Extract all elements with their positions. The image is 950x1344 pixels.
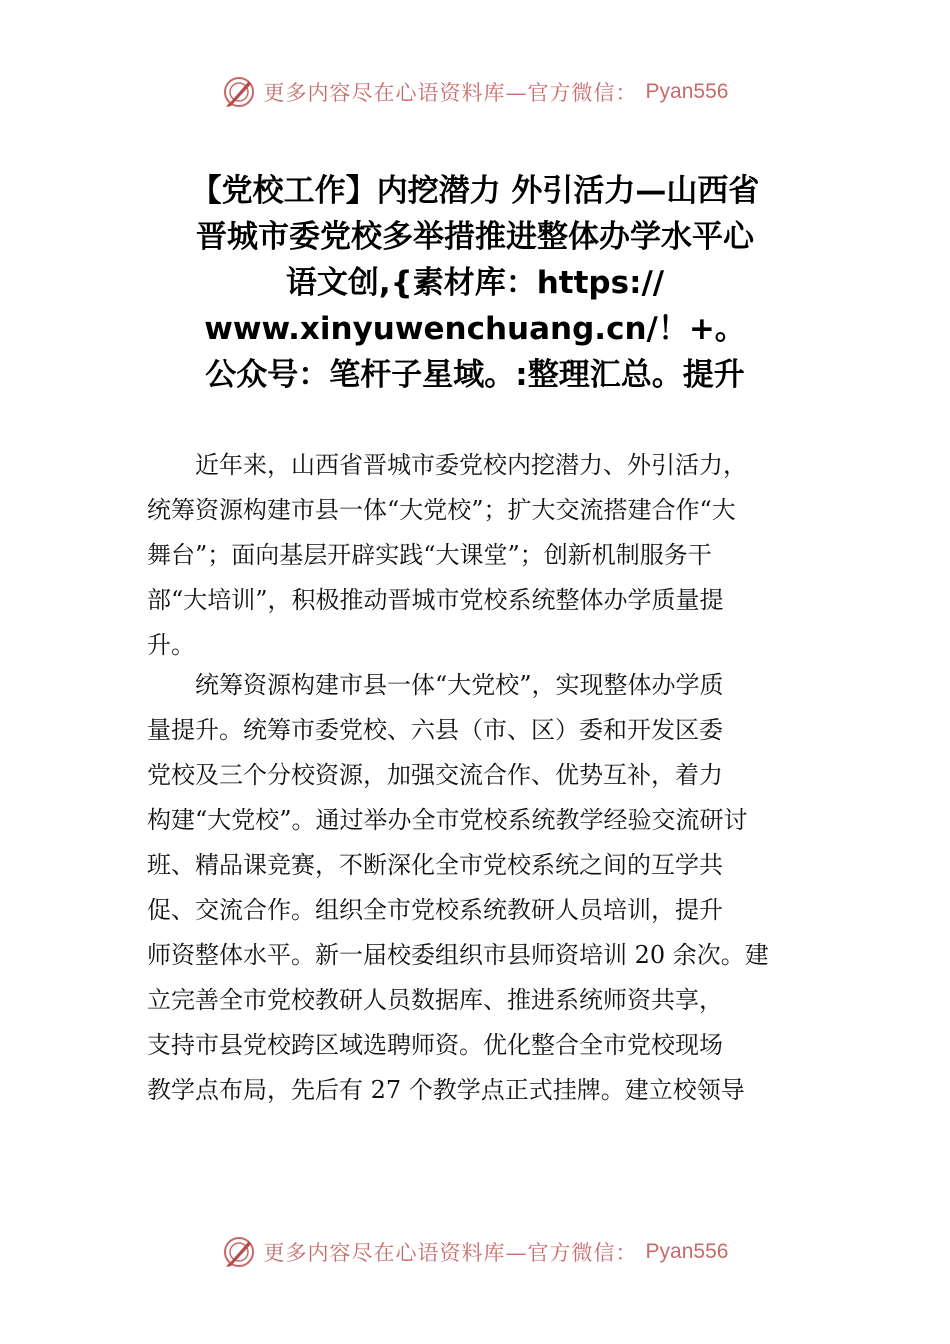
text-line: 师资整体水平。新一届校委组织市县师资培训 20 余次。建: [147, 941, 769, 969]
text-line: 党校及三个分校资源，加强交流合作、优势互补，着力: [147, 761, 723, 789]
watermark-text: 更多内容尽在心语资料库—官方微信：: [263, 81, 638, 105]
watermark-wechat-id: Pyan556: [645, 80, 729, 103]
watermark-wechat-id: Pyan556: [645, 1240, 729, 1263]
watermark-text: 更多内容尽在心语资料库—官方微信：: [263, 1241, 638, 1265]
text-line: 构建“大党校”。通过举办全市党校系统教学经验交流研讨: [147, 806, 748, 834]
text-line: 支持市县党校跨区域选聘师资。优化整合全市党校现场: [147, 1031, 723, 1059]
text-line: 促、交流合作。组织全市党校系统教研人员培训，提升: [147, 896, 723, 924]
header-watermark: [0, 72, 950, 112]
text-line: 班、精品课竞赛，不断深化全市党校系统之间的互学共: [147, 851, 723, 879]
title-line: 语文创,{素材库：https://: [285, 265, 665, 301]
title-line: www.xinyuwenchuang.cn/！+。: [204, 311, 746, 347]
text-line: 量提升。统筹市委党校、六县（市、区）委和开发区委: [147, 716, 723, 744]
text-line: 教学点布局，先后有 27 个教学点正式挂牌。建立校领导: [147, 1076, 745, 1104]
title-line: 【党校工作】内挖潜力 外引活力—山西省: [190, 173, 760, 209]
footer-watermark: [0, 1232, 950, 1272]
text-line: 统筹资源构建市县一体“大党校”，实现整体办学质: [147, 671, 724, 699]
pen-logo-icon: [222, 1235, 256, 1269]
title-line: 晋城市委党校多举措推进整体办学水平心: [196, 219, 754, 255]
text-line: 近年来，山西省晋城市委党校内挖潜力、外引活力，: [147, 451, 747, 479]
title-line: 公众号：笔杆子星域。:整理汇总。提升: [205, 357, 745, 393]
paragraph-big-party-school: [147, 663, 817, 1113]
document-title: [120, 168, 830, 398]
text-line: 立完善全市党校教研人员数据库、推进系统师资共享，: [147, 986, 723, 1014]
text-line: 舞台”；面向基层开辟实践“大课堂”；创新机制服务干: [147, 541, 712, 569]
pen-logo-icon: [222, 75, 256, 109]
text-line: 统筹资源构建市县一体“大党校”；扩大交流搭建合作“大: [147, 496, 736, 524]
text-line: 升。: [147, 631, 195, 659]
paragraph-intro: [147, 443, 817, 668]
text-line: 部“大培训”，积极推动晋城市党校系统整体办学质量提: [147, 586, 724, 614]
